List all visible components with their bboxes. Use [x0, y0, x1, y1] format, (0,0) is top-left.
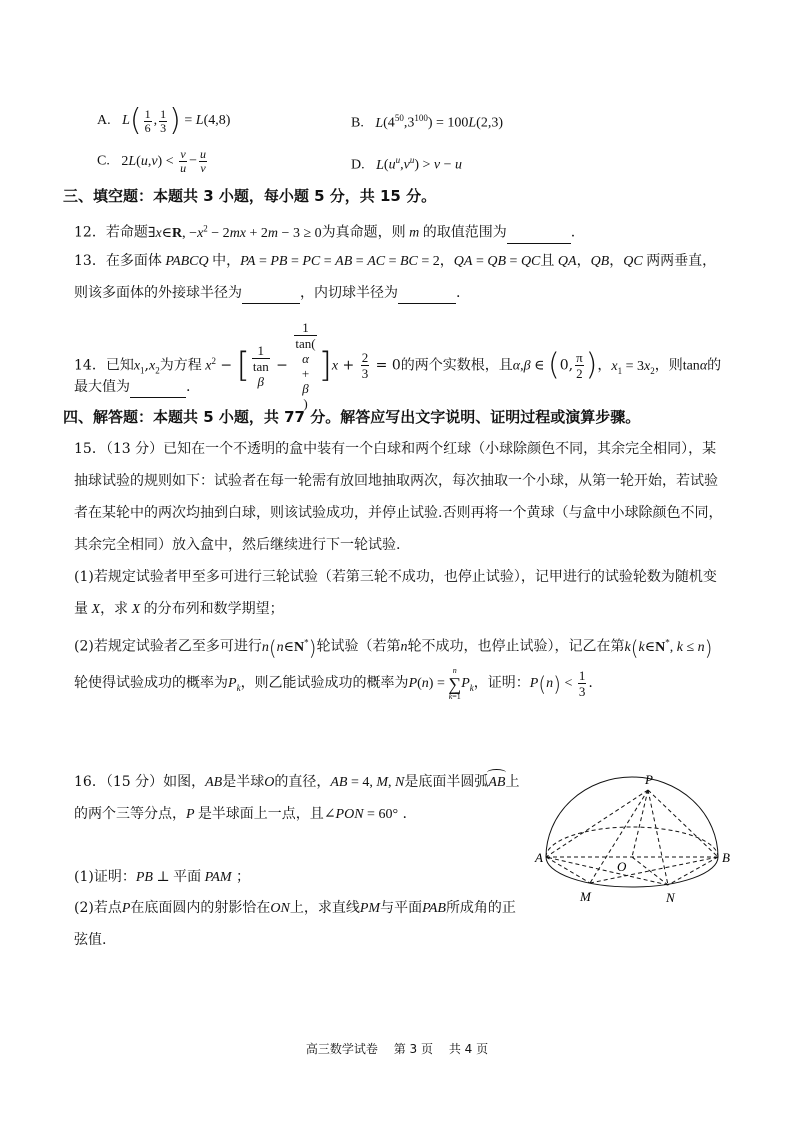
section-solve-heading: 四、解答题：本题共 5 小题，共 77 分。解答应写出文字说明、证明过程或演算步骤。 [63, 408, 641, 426]
footer-total: 共 4 页 [448, 1042, 489, 1056]
section-fill-heading: 三、填空题：本题共 3 小题，每小题 5 分，共 15 分。 [63, 187, 437, 205]
q14-c: 的两个实数根，且 [400, 357, 513, 374]
base-back [546, 827, 718, 857]
question-13-line1: 13．在多面体 PABCQ 中，PA = PB = PC = AB = AC = BC = 2，QA = QB = QC且 QA，QB，QC 两两垂直， [74, 253, 717, 269]
q16-p2c: 上，求直线 [289, 900, 360, 916]
option-a: A. L( $\frac{1}{6}$ , $\frac{1}{3}$ ) = L(4,8) [97, 103, 231, 138]
q15-part1-line2: 量 X，求 X 的分布列和数学期望； [74, 601, 284, 617]
q15-part2-line2: 轮使得试验成功的概率为$P_k$，则乙能试验成功的概率为P(n) = n ∑ k=1 $P_k$，证明：P(n) < $\frac{1}{3}$ . [74, 665, 593, 701]
footer-title: 高三数学试卷 [305, 1042, 378, 1056]
q16-a: 16．（15 分）如图， [74, 774, 206, 790]
q15-p2e: ，则乙能试验成功的概率为 [240, 675, 409, 691]
option-c-letter: C. [97, 153, 110, 169]
label-n: N [666, 890, 675, 905]
question-12: 12．若命题∃x∈R, $-x^2 - 2mx + 2m - 3 \ge 0$为真命题，则 m 的取值范围为 . [74, 218, 575, 244]
q13-e: 则该多面体的外接球半径为 [74, 285, 242, 301]
q16-part1: (1)证明：PB ⊥ 平面 PAM ； [74, 869, 251, 885]
q12-blank[interactable] [507, 223, 571, 244]
q13-a: 13．在多面体 [74, 253, 162, 269]
q12-tail2: 的取值范围为 [422, 224, 507, 241]
q16-c: 的直径， [274, 774, 331, 790]
q15-line2: 抽球试验的规则如下：试验者在每一轮需有放回地抽取两次，每次抽取一个小球，从第一轮开始，若试验 [74, 473, 718, 489]
option-c: C. 2L(u,v) < $\frac{v}{u}$ − $\frac{u}{v}$ [97, 147, 206, 175]
q14-blank[interactable] [130, 377, 186, 398]
q16-g: 是半球面上一点，且 [197, 806, 324, 822]
question-14-line2 [74, 377, 190, 398]
q12-end: . [570, 224, 576, 241]
dome-outline [546, 777, 718, 857]
q13-blank-2[interactable] [398, 283, 456, 304]
edge-am [546, 857, 590, 883]
q16-f: 的两个三等分点， [74, 806, 186, 822]
footer-page: 第 3 页 [393, 1042, 433, 1056]
q15-p1d: 的分布列和数学期望； [143, 601, 284, 617]
q14-end: . [186, 379, 191, 395]
label-b: B [722, 850, 730, 865]
q15-p2a: (2)若规定试验者乙至多可进行 [74, 638, 262, 655]
q14-b: 为方程 [159, 357, 202, 374]
q15-p1b: 量 [74, 601, 88, 617]
page-footer [0, 1040, 794, 1057]
q12-tail: 为真命题，则 [321, 224, 406, 241]
q16-p2d: 与平面 [380, 900, 423, 916]
option-d-letter: D. [351, 157, 365, 173]
q13-b: 中， [212, 253, 241, 269]
q15-p2c: 轮不成功，也停止试验），记乙在第 [407, 638, 625, 655]
edge-mb [590, 857, 718, 883]
edge-pb [648, 790, 718, 857]
q15-part2-line1: (2)若规定试验者乙至多可进行n(n∈N*)轮试验（若第n轮不成功，也停止试验），记乙在第k(k∈N*, k ≤ n) [74, 635, 713, 660]
q15-p2f: ，证明： [473, 675, 530, 691]
q14-a: 14．已知 [74, 357, 134, 374]
q16-line2: 的两个三等分点，P 是半球面上一点，且∠PON = 60° . [74, 806, 407, 822]
q15-line1: 15．（13 分）已知在一个不透明的盒中装有一个白球和两个红球（小球除颜色不同，其余完全相同），某 [74, 441, 717, 457]
q14-line2: 最大值为 [74, 379, 130, 395]
question-13-line2 [74, 283, 460, 304]
q15-p2d: 轮使得试验成功的概率为 [74, 675, 228, 691]
option-d: D. $L(u^u,v^u) > v - u$ [351, 155, 462, 173]
q16-p2b: 在底面圆内的射影恰在 [130, 900, 271, 916]
q16-p2a: (2)若点 [74, 900, 122, 916]
q12-prefix: 12．若命题 [74, 224, 148, 241]
label-a: A [535, 850, 543, 865]
q15-p2g: . [588, 675, 593, 691]
q13-c: 且 [540, 253, 555, 269]
q15-line3: 者在某轮中的两次均抽到白球，则该试验成功，并停止试验.否则再将一个黄球（与盒中小球除颜色不同， [74, 505, 723, 521]
label-o: O [617, 859, 627, 874]
q13-blank-1[interactable] [242, 283, 300, 304]
q13-end: . [456, 285, 461, 301]
hemisphere-figure [534, 770, 734, 920]
q15-p2b: 轮试验（若第 [316, 638, 401, 655]
option-b: B. $L(4^{50},3^{100}) = 100L(2,3)$ [351, 113, 503, 131]
q16-p1: (1)证明： [74, 869, 136, 885]
q16-b: 是半球 [222, 774, 265, 790]
label-m: M [580, 889, 591, 904]
q14-e: 的 [707, 357, 722, 374]
option-b-letter: B. [351, 115, 364, 131]
edge-bn [668, 857, 718, 885]
q16-part2-line2: 弦值. [74, 932, 107, 948]
q14-d: ，则 [654, 357, 683, 374]
label-p: P [645, 772, 653, 787]
q15-p1c: ，求 [100, 601, 129, 617]
q16-d: 是底面半圆弧 [404, 774, 489, 790]
q15-line4: 其余完全相同）放入盒中，然后继续进行下一轮试验. [74, 537, 401, 553]
edge-pa [546, 790, 648, 857]
q13-d: 两两垂直， [646, 253, 717, 269]
q15-part1-line1: (1)若规定试验者甲至多可进行三轮试验（若第三轮不成功，也停止试验），记甲进行的试验轮数为随机变 [74, 569, 717, 585]
edge-pn [648, 790, 668, 885]
option-a-letter: A. [97, 113, 111, 129]
q16-part2-line1: (2)若点P在底面圆内的射影恰在ON上，求直线PM与平面PAB所成角的正 [74, 900, 516, 916]
edge-po [632, 790, 648, 857]
question-14: 14．已知$x_1,x_2$为方程 $x^2$ − [ 1 tan β − 1 tan( α + β ) ]x + $\frac{2}{3}$ = 0的两个实数根，且α,β ∈ (0, $\frac{\pi}{2}$ )，$x_1 = 3x_2$，则tanα的 [74, 320, 722, 411]
q16-e: 上 [505, 774, 520, 790]
q16-p2e: 所成角的正 [445, 900, 516, 916]
q13-f: ，内切球半径为 [300, 285, 398, 301]
q16-line1: 16．（15 分）如图，AB是半球O的直径，AB = 4, M, N是底面半圆弧AB 上 [74, 772, 519, 793]
